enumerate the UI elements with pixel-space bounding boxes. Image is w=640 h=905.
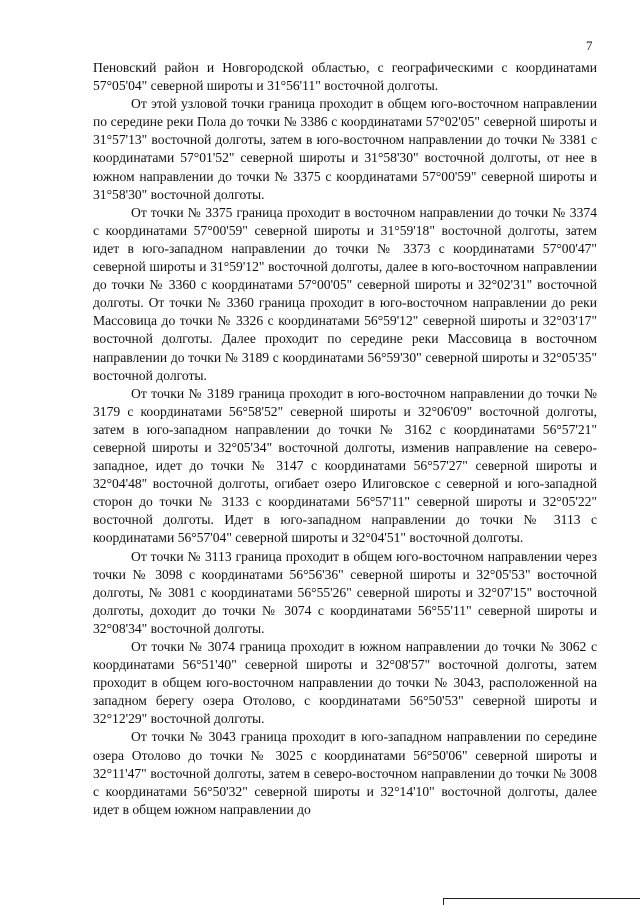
paragraph-7: От точки № 3043 граница проходит в юго-западном направлении по середине озера Отолово до точки № 3025 с координатами 56°50'06" северной широты и 32°11'47" восточной долготы, затем в северо-восточном направлении до точки № 3008 с координатами 56°50'32" северной широты и 32°14'10" восточной долготы, далее идет в общем южном направлении до (93, 729, 597, 817)
paragraph-3: От точки № 3375 граница проходит в восточном направлении до точки № 3374 с координатами 57°00'59" северной широты и 31°59'18" восточной долготы, затем идет в юго-западном направлении до точки № 3373 с координатами 57°00'47" северной широты и 31°59'12" восточной долготы, далее в юго-восточном направлении до точки № 3360 с координатами 57°00'05" северной широты и 32°02'31" восточной долготы. От точки № 3360 граница проходит в юго-восточном направлении до реки Массовица до точки № 3326 с координатами 56°59'12" северной широты и 32°03'17" восточной долготы. Далее проходит по середине реки Массовица в восточном направлении до точки № 3189 с координатами 56°59'30" северной широты и 32°05'35" восточной долготы. (93, 204, 597, 383)
paragraph-5: От точки № 3113 граница проходит в общем юго-восточном направлении через точки № 3098 с координатами 56°56'36" северной широты и 32°05'53" восточной долготы, № 3081 с координатами 56°55'26" северной широты и 32°07'15" восточной долготы, доходит до точки № 3074 с координатами 56°55'11" северной широты и 32°08'34" восточной долготы. (93, 548, 597, 636)
paragraph-4: От точки № 3189 граница проходит в юго-восточном направлении до точки № 3179 с координатами 56°58'52" северной широты и 32°06'09" восточной долготы, затем в юго-западном направлении до точки № 3162 с координатами 56°57'21" северной широты и 32°05'34" восточной долготы, изменив направление на северо-западное, идет до точки № 3147 с координатами 56°57'27" северной широты и 32°04'48" восточной долготы, огибает озеро Илиговское с северной и юго-западной сторон до точки № 3133 с координатами 56°57'11" северной широты и 32°05'22" восточной долготы. Идет в юго-западном направлении до точки № 3113 с координатами 56°57'04" северной широты и 32°04'51" восточной долготы. (93, 385, 597, 546)
paragraph-1: Пеновский район и Новгородской областью, с географическими с координатами 57°05'04" северной широты и 31°56'11" восточной долготы. (93, 60, 597, 94)
scan-edge-mark (443, 898, 640, 905)
paragraph-2: От этой узловой точки граница проходит в общем юго-восточном направлении по середине реки Пола до точки № 3386 с координатами 57°02'05" северной широты и 31°57'13" восточной долготы, затем в юго-восточном направлении до точки № 3381 с координатами 57°01'52" северной широты и 31°58'30" восточной долготы, от нее в южном направлении до точки № 3375 с координатами 57°00'59" северной широты и 31°58'30" восточной долготы. (93, 96, 597, 202)
page-number: 7 (586, 38, 593, 53)
document-body (93, 59, 597, 819)
paragraph-6: От точки № 3074 граница проходит в южном направлении до точки № 3062 с координатами 56°51'40" северной широты и 32°08'57" восточной долготы, затем проходит в общем юго-восточном направлении до точки № 3043, расположенной на западном берегу озера Отолово, с координатами 56°50'53" северной широты и 32°12'29" восточной долготы. (93, 639, 597, 727)
